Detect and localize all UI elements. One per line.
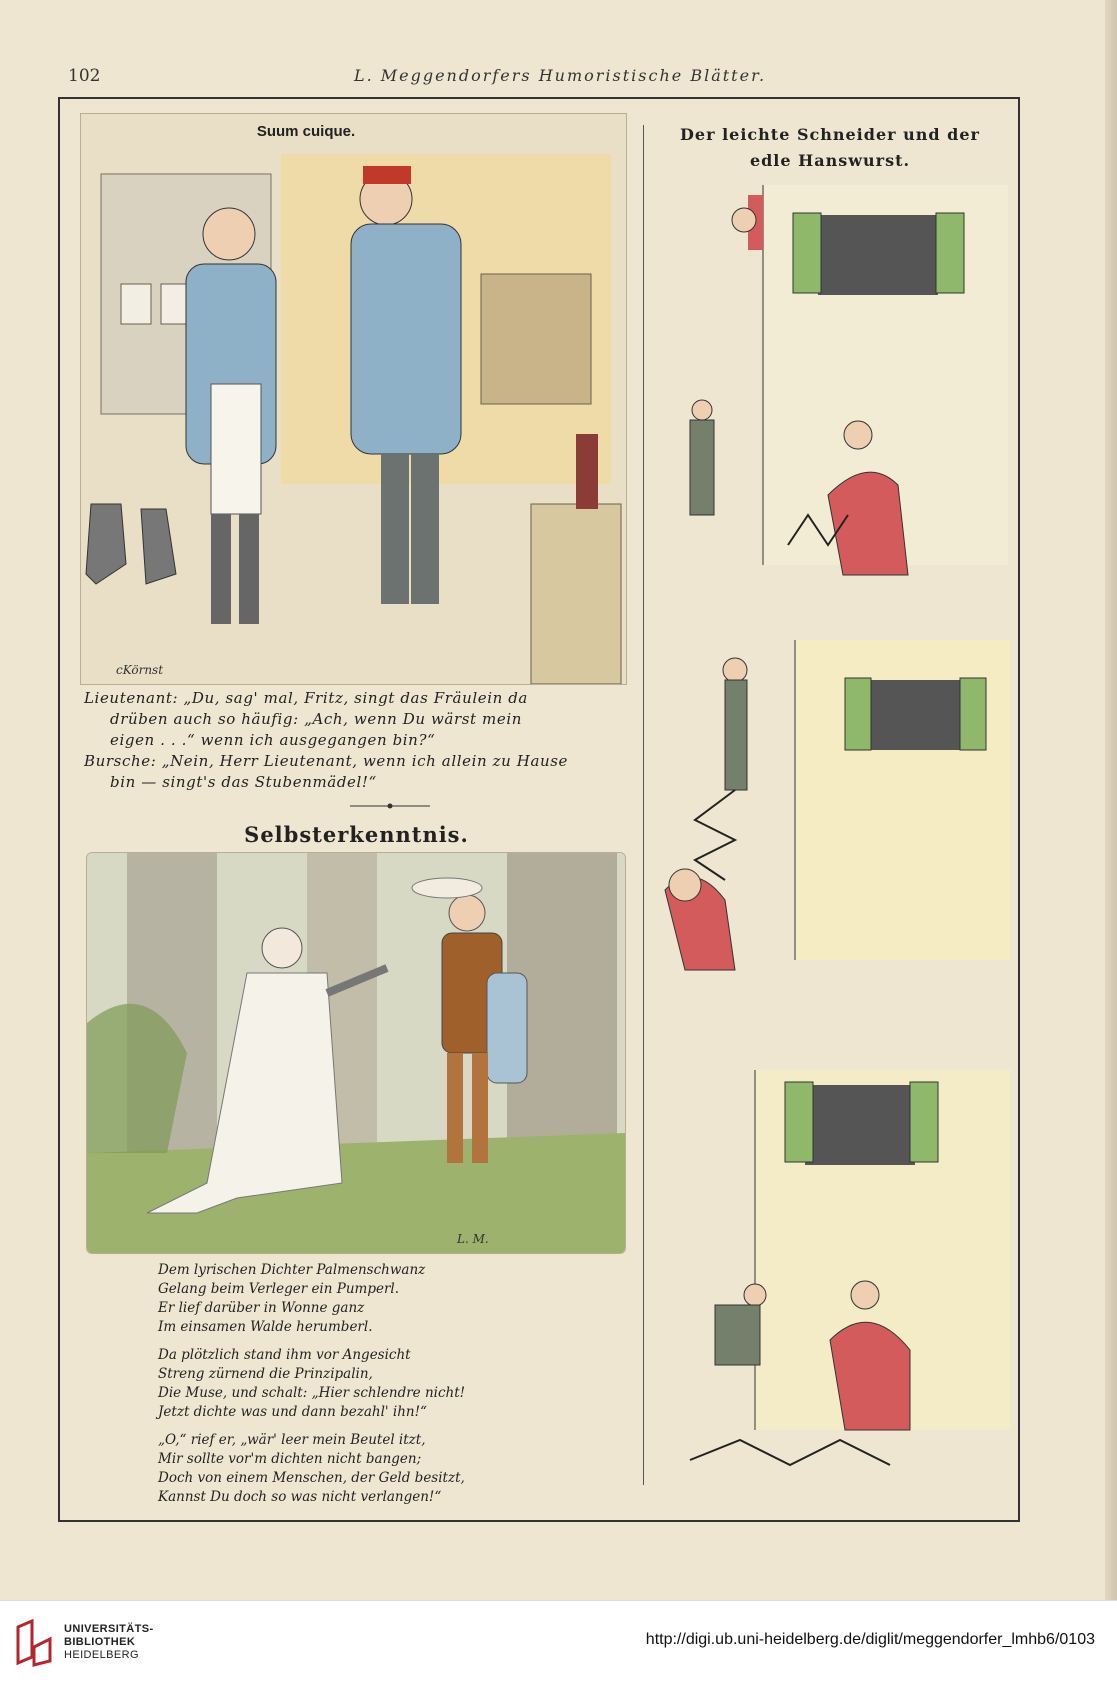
dialogue-line: Bursche: „Nein, Herr Lieutenant, wenn ich allein zu Hause: [84, 752, 569, 770]
artist-signature: cKörnst: [116, 663, 164, 677]
logo-line: UNIVERSITÄTS-: [64, 1623, 154, 1635]
digitization-footer: [0, 1600, 1117, 1682]
selbsterkenntnis-poem: [158, 1261, 578, 1516]
dialogue-line: Lieutenant: „Du, sag' mal, Fritz, singt das Fräulein da: [84, 689, 528, 707]
poem-line: Kannst Du doch so was nicht verlangen!“: [158, 1489, 442, 1505]
suum-cuique-dialogue: [84, 688, 629, 793]
logo-line: HEIDELBERG: [64, 1649, 139, 1661]
poem-line: Die Muse, und schalt: „Hier schlendre nicht!: [158, 1385, 466, 1401]
poem-line: Doch von einem Menschen, der Geld besitzt,: [158, 1470, 465, 1486]
page-header: [60, 62, 1060, 92]
source-url[interactable]: http://digi.ub.uni-heidelberg.de/diglit/meggendorfer_lmhb6/0103: [645, 1631, 1095, 1648]
schneider-title-line: Der leichte Schneider und der: [680, 125, 980, 144]
page-number: 102: [68, 66, 101, 86]
poem-line: Im einsamen Walde herumberl.: [158, 1319, 373, 1335]
university-name: [64, 1623, 154, 1662]
poem-line: Er lief darüber in Wonne ganz: [158, 1300, 365, 1316]
ornament-divider: [350, 803, 430, 809]
illustration-suum-cuique: [80, 113, 627, 685]
poem-line: Streng zürnend die Prinzipalin,: [158, 1366, 373, 1382]
schneider-title: [660, 122, 1000, 174]
artist-signature-lm: L. M.: [457, 1232, 489, 1246]
poem-line: Jetzt dichte was und dann bezahl' ihn!“: [158, 1404, 427, 1420]
poem-line: Gelang beim Verleger ein Pumperl.: [158, 1281, 400, 1297]
suum-cuique-title: Suum cuique.: [256, 123, 356, 140]
dialogue-line: eigen . . .“ wenn ich ausgegangen bin?“: [110, 731, 436, 749]
poem-line: „O,“ rief er, „wär' leer mein Beutel itzt,: [158, 1432, 426, 1448]
schneider-panel-1: [668, 185, 1008, 595]
poem-stanza: [158, 1431, 578, 1507]
poem-line: Dem lyrischen Dichter Palmenschwanz: [158, 1262, 426, 1278]
schneider-panel-2: [655, 640, 1010, 1040]
schneider-panel-3: [660, 1070, 1010, 1500]
running-title: L. Meggendorfers Humoristische Blätter.: [353, 66, 767, 85]
illustration-selbsterkenntnis: [86, 852, 626, 1254]
poem-stanza: [158, 1346, 578, 1422]
selbsterkenntnis-title: Selbsterkenntnis.: [244, 822, 469, 847]
column-divider: [643, 125, 644, 1485]
university-logo-icon: [14, 1617, 54, 1667]
dialogue-line: drüben auch so häufig: „Ach, wenn Du wärst mein: [110, 710, 522, 728]
schneider-title-line: edle Hanswurst.: [749, 151, 911, 170]
poem-line: Da plötzlich stand ihm vor Angesicht: [158, 1347, 411, 1363]
logo-line: BIBLIOTHEK: [64, 1636, 136, 1648]
dialogue-line: bin — singt's das Stubenmädel!“: [110, 773, 377, 791]
poem-line: Mir sollte vor'm dichten nicht bangen;: [158, 1451, 422, 1467]
poem-stanza: [158, 1261, 578, 1337]
page-edge-shadow: [1105, 0, 1117, 1600]
